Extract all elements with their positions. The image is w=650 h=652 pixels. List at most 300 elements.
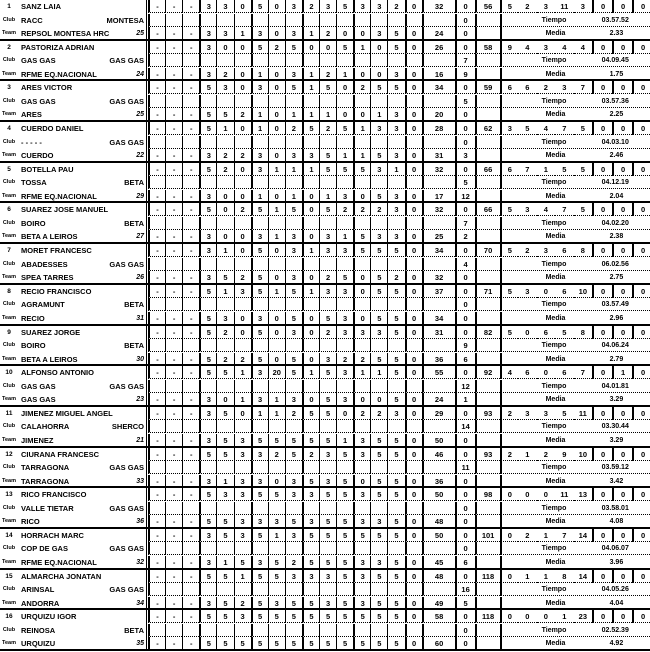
- box-cell: 0: [592, 529, 612, 542]
- score-cell: 1: [336, 149, 353, 162]
- lap1-total: 55: [422, 366, 455, 379]
- score-cell-empty: [319, 339, 336, 352]
- score-cell-empty: [387, 136, 404, 149]
- time-value: 03.30.44: [601, 423, 629, 431]
- score-cell-empty: [251, 502, 268, 515]
- score-cell-empty: [199, 380, 216, 393]
- score-cell-empty: [285, 217, 302, 230]
- score-cell: 0: [302, 326, 319, 339]
- stat-count: 1: [537, 163, 556, 176]
- rider-number: 27: [136, 233, 144, 241]
- rider-number: 32: [136, 558, 144, 566]
- score-cell-empty: [336, 176, 353, 189]
- rider-team: RFME EQ.NACIONAL: [21, 69, 97, 79]
- lap2-scores: [0, 190, 650, 203]
- score-cell: 3: [285, 27, 302, 40]
- time-cell: [500, 339, 650, 352]
- score-cell-empty: [387, 624, 404, 637]
- score-cell-empty: [336, 298, 353, 311]
- grand-empty: [475, 95, 500, 108]
- score-cell: 1: [336, 230, 353, 243]
- score-cell: 1: [319, 108, 336, 121]
- lap1-scores: [0, 285, 650, 298]
- score-cell-empty: [216, 176, 233, 189]
- time-line: [0, 502, 650, 515]
- score-cell-empty: [285, 380, 302, 393]
- club-label: Club: [2, 219, 16, 226]
- score-cell: 5: [251, 41, 268, 54]
- club-label: Club: [2, 545, 16, 552]
- team-label: Team: [2, 355, 16, 362]
- score-cell: 0: [405, 570, 422, 583]
- score-cell: 3: [251, 230, 268, 243]
- score-cell-empty: [336, 420, 353, 433]
- score-cell: -: [148, 597, 165, 610]
- score-cell: 0: [353, 475, 370, 488]
- lap2-total: 16: [422, 68, 455, 81]
- stat-count: 5: [555, 326, 574, 339]
- penalty-cell: 0: [455, 298, 475, 311]
- penalty-cell: 7: [455, 217, 475, 230]
- penalty-cell: 0: [455, 163, 475, 176]
- score-cell: -: [165, 190, 182, 203]
- score-cell: -: [165, 637, 182, 650]
- score-cell: 2: [216, 163, 233, 176]
- score-cell: -: [148, 326, 165, 339]
- score-cell: -: [182, 407, 199, 420]
- time-line: [0, 136, 650, 149]
- score-cell: -: [182, 203, 199, 216]
- box-cell: 0: [632, 610, 650, 623]
- rider-position: 13: [5, 491, 13, 499]
- score-cell-empty: [285, 461, 302, 474]
- score-cell: 0: [234, 163, 251, 176]
- score-cell-empty: [148, 176, 165, 189]
- score-cell-empty: [251, 461, 268, 474]
- score-cell: 0: [353, 393, 370, 406]
- score-cell-empty: [251, 95, 268, 108]
- penalty-cell: 12: [455, 380, 475, 393]
- avg-value: 3.96: [609, 558, 624, 566]
- score-cell: 5: [216, 597, 233, 610]
- score-cell: -: [165, 203, 182, 216]
- score-cell-empty: [216, 380, 233, 393]
- score-cell-empty: [148, 461, 165, 474]
- lap1-scores: [0, 570, 650, 583]
- stat-count: 6: [500, 163, 519, 176]
- score-cell: 0: [353, 108, 370, 121]
- score-cell: 0: [302, 190, 319, 203]
- grand-empty: [475, 380, 500, 393]
- score-cell-empty: [285, 54, 302, 67]
- rider-brand: GAS GAS: [109, 96, 144, 106]
- score-cell: 3: [234, 285, 251, 298]
- score-cell: 3: [285, 529, 302, 542]
- avg-label: Media: [545, 152, 566, 160]
- score-cell-empty: [370, 298, 387, 311]
- lap2-scores: [0, 149, 650, 162]
- rider-position: 10: [5, 369, 13, 377]
- score-cell-empty: [302, 14, 319, 27]
- penalty-cell: 0: [455, 434, 475, 447]
- score-cell: -: [148, 529, 165, 542]
- stat-count: 5: [500, 244, 519, 257]
- score-cell-empty: [182, 14, 199, 27]
- rider-number: 30: [136, 355, 144, 363]
- score-cell: 3: [319, 597, 336, 610]
- score-cell: 1: [268, 163, 285, 176]
- box-cell: 0: [612, 448, 632, 461]
- score-cell: 5: [387, 244, 404, 257]
- penalty-cell: 0: [455, 326, 475, 339]
- score-cell-empty: [387, 95, 404, 108]
- time-line: [0, 217, 650, 230]
- rider-brand: MONTESA: [106, 15, 144, 25]
- score-cell-empty: [319, 54, 336, 67]
- score-cell: 0: [268, 81, 285, 94]
- score-cell-empty: [234, 176, 251, 189]
- box-cell: 0: [632, 41, 650, 54]
- score-cell: -: [148, 570, 165, 583]
- score-cell: 3: [336, 326, 353, 339]
- score-cell-empty: [165, 542, 182, 555]
- score-cell-empty: [353, 136, 370, 149]
- score-cell: 1: [216, 122, 233, 135]
- rider-number: 36: [136, 518, 144, 526]
- score-cell: 5: [302, 475, 319, 488]
- score-cell: -: [182, 68, 199, 81]
- score-cell: 1: [302, 27, 319, 40]
- lap1-total: 34: [422, 81, 455, 94]
- grand-total: 71: [475, 285, 500, 298]
- score-cell-empty: [182, 380, 199, 393]
- lap2-total: 31: [422, 149, 455, 162]
- lap2-total: 60: [422, 637, 455, 650]
- grand-empty: [475, 637, 500, 650]
- score-cell-empty: [234, 14, 251, 27]
- penalty-cell: 0: [455, 488, 475, 501]
- stat-count: 3: [574, 0, 593, 13]
- score-cell-empty: [165, 14, 182, 27]
- score-cell: 3: [251, 393, 268, 406]
- score-cell: -: [165, 41, 182, 54]
- score-cell: 5: [268, 570, 285, 583]
- score-cell: 2: [216, 68, 233, 81]
- penalty-cell: 0: [455, 285, 475, 298]
- score-cell-empty: [234, 380, 251, 393]
- score-cell: 3: [319, 570, 336, 583]
- score-cell: 5: [285, 81, 302, 94]
- grand-total: 118: [475, 610, 500, 623]
- rider-name: ARES VICTOR: [21, 83, 73, 93]
- grand-empty: [475, 136, 500, 149]
- stat-count: 7: [555, 122, 574, 135]
- score-cell: 5: [319, 149, 336, 162]
- score-cell-empty: [405, 542, 422, 555]
- score-cell: 0: [336, 27, 353, 40]
- penalty-cell: 9: [455, 339, 475, 352]
- time-cell: [500, 95, 650, 108]
- score-cell: 5: [251, 434, 268, 447]
- score-cell: -: [165, 488, 182, 501]
- score-cell: 5: [336, 122, 353, 135]
- score-cell: 5: [370, 353, 387, 366]
- stat-count: 2: [537, 448, 556, 461]
- score-cell: 3: [268, 515, 285, 528]
- penalty-cell: 0: [455, 407, 475, 420]
- score-cell: 5: [285, 285, 302, 298]
- score-cell: 5: [251, 244, 268, 257]
- penalty-cell: 0: [455, 448, 475, 461]
- score-cell: -: [148, 285, 165, 298]
- team-label: Team: [2, 274, 16, 281]
- score-cell-empty: [285, 502, 302, 515]
- penalty-cell: 1: [455, 393, 475, 406]
- score-cell-empty: [370, 258, 387, 271]
- rider-club: GAS GAS: [21, 56, 56, 66]
- score-cell: 5: [319, 637, 336, 650]
- score-cell: 3: [199, 597, 216, 610]
- score-cell: 1: [285, 190, 302, 203]
- grand-empty: [475, 312, 500, 325]
- score-cell: 5: [251, 570, 268, 583]
- score-cell-empty: [268, 624, 285, 637]
- score-cell: -: [165, 529, 182, 542]
- score-cell: 3: [336, 190, 353, 203]
- rider-row: [0, 366, 650, 407]
- score-cell-empty: [199, 258, 216, 271]
- rider-number: 33: [136, 477, 144, 485]
- stat-count: 1: [537, 570, 556, 583]
- penalty-cell: 0: [455, 122, 475, 135]
- score-cell: 0: [268, 27, 285, 40]
- score-cell: 1: [268, 407, 285, 420]
- score-cell: 3: [336, 285, 353, 298]
- club-label: Club: [2, 464, 16, 471]
- score-cell: -: [148, 556, 165, 569]
- score-cell: 5: [336, 610, 353, 623]
- score-cell-empty: [370, 583, 387, 596]
- rider-brand: BETA: [124, 218, 144, 228]
- score-cell: -: [165, 271, 182, 284]
- score-cell: 5: [268, 556, 285, 569]
- score-cell: -: [148, 203, 165, 216]
- rider-name: RECIO FRANCISCO: [21, 286, 92, 296]
- score-cell-empty: [165, 339, 182, 352]
- score-cell: -: [165, 610, 182, 623]
- stat-count: 0: [537, 610, 556, 623]
- avg-cell: [500, 149, 650, 162]
- score-cell: 3: [353, 434, 370, 447]
- score-cell-empty: [148, 298, 165, 311]
- penalty-cell: 4: [455, 258, 475, 271]
- avg-value: 2.38: [609, 233, 624, 241]
- time-value: 04.03.10: [601, 138, 629, 146]
- score-cell-empty: [182, 461, 199, 474]
- score-cell: 5: [387, 488, 404, 501]
- box-cell: 0: [612, 529, 632, 542]
- score-cell: 1: [302, 81, 319, 94]
- score-cell: -: [182, 353, 199, 366]
- time-value: 02.52.39: [601, 626, 629, 634]
- score-cell: -: [182, 434, 199, 447]
- avg-value: 2.25: [609, 111, 624, 119]
- score-cell: 2: [216, 353, 233, 366]
- penalty-cell: 12: [455, 190, 475, 203]
- score-cell: 0: [216, 230, 233, 243]
- score-cell: 5: [302, 597, 319, 610]
- stat-count: 5: [500, 285, 519, 298]
- score-cell: 3: [302, 515, 319, 528]
- avg-cell: [500, 597, 650, 610]
- score-cell-empty: [182, 217, 199, 230]
- lap2-scores: [0, 515, 650, 528]
- stat-count: 0: [500, 610, 519, 623]
- score-cell-empty: [387, 339, 404, 352]
- rider-row: [0, 41, 650, 82]
- rider-team: SPEA TARRES: [21, 273, 74, 283]
- club-label: Club: [2, 97, 16, 104]
- score-cell-empty: [285, 136, 302, 149]
- score-cell: 3: [199, 244, 216, 257]
- lap1-scores: [0, 244, 650, 257]
- score-cell: 0: [268, 149, 285, 162]
- score-cell: 3: [199, 68, 216, 81]
- box-cell: 0: [612, 570, 632, 583]
- lap1-total: 31: [422, 326, 455, 339]
- stat-count: 3: [537, 407, 556, 420]
- score-cell-empty: [165, 583, 182, 596]
- score-cell-empty: [285, 14, 302, 27]
- penalty-cell: 6: [455, 353, 475, 366]
- score-cell-empty: [319, 502, 336, 515]
- score-cell-empty: [387, 542, 404, 555]
- score-cell: 2: [216, 149, 233, 162]
- score-cell: 1: [251, 190, 268, 203]
- score-cell-empty: [251, 136, 268, 149]
- score-cell-empty: [405, 339, 422, 352]
- score-cell: -: [165, 434, 182, 447]
- score-cell: 2: [353, 203, 370, 216]
- score-cell: 0: [336, 108, 353, 121]
- score-cell: 1: [268, 393, 285, 406]
- score-cell-empty: [319, 461, 336, 474]
- score-cell: 5: [336, 556, 353, 569]
- stat-count: 2: [518, 529, 537, 542]
- team-label: Team: [2, 396, 16, 403]
- score-cell: 1: [234, 366, 251, 379]
- club-label: Club: [2, 138, 16, 145]
- avg-cell: [500, 230, 650, 243]
- score-cell: 3: [353, 597, 370, 610]
- score-cell: 5: [199, 353, 216, 366]
- score-cell: 3: [387, 108, 404, 121]
- score-cell: 5: [285, 203, 302, 216]
- lap2-scores: [0, 434, 650, 447]
- box-cell: 0: [592, 285, 612, 298]
- score-cell: 1: [216, 556, 233, 569]
- score-cell: 5: [251, 326, 268, 339]
- stat-count: 3: [537, 244, 556, 257]
- score-cell: 3: [216, 27, 233, 40]
- score-cell: 0: [405, 610, 422, 623]
- time-line: [0, 542, 650, 555]
- rider-number: 31: [136, 314, 144, 322]
- score-cell: 3: [216, 0, 233, 13]
- score-cell-empty: [251, 624, 268, 637]
- score-cell: 5: [199, 163, 216, 176]
- score-cell: 2: [234, 271, 251, 284]
- score-cell-empty: [199, 54, 216, 67]
- lap1-total: 32: [422, 203, 455, 216]
- stat-count: 6: [500, 81, 519, 94]
- stat-count: 0: [518, 610, 537, 623]
- lap2-total: 45: [422, 556, 455, 569]
- penalty-cell: 11: [455, 461, 475, 474]
- time-cell: [500, 176, 650, 189]
- rider-club: AGRAMUNT: [21, 300, 65, 310]
- score-cell: 5: [387, 637, 404, 650]
- rider-row: [0, 244, 650, 285]
- rider-row: [0, 570, 650, 611]
- score-cell-empty: [285, 624, 302, 637]
- rider-position: 8: [7, 287, 11, 295]
- avg-label: Media: [545, 396, 566, 404]
- score-cell: 5: [353, 163, 370, 176]
- score-cell-empty: [234, 136, 251, 149]
- grand-empty: [475, 258, 500, 271]
- score-cell: 5: [319, 434, 336, 447]
- score-cell-empty: [336, 502, 353, 515]
- stat-count: 5: [574, 122, 593, 135]
- lap2-scores: [0, 27, 650, 40]
- score-cell: -: [165, 163, 182, 176]
- team-label: Team: [2, 152, 16, 159]
- score-cell: -: [148, 434, 165, 447]
- score-cell: -: [182, 366, 199, 379]
- score-cell-empty: [148, 583, 165, 596]
- score-cell-empty: [148, 95, 165, 108]
- score-cell: 2: [302, 0, 319, 13]
- score-cell: 0: [234, 407, 251, 420]
- time-cell: [500, 136, 650, 149]
- score-cell: 5: [216, 570, 233, 583]
- grand-total: 82: [475, 326, 500, 339]
- box-cell: 0: [632, 163, 650, 176]
- score-cell: 5: [319, 366, 336, 379]
- stat-count: 7: [574, 81, 593, 94]
- score-cell: 5: [216, 366, 233, 379]
- time-cell: [500, 542, 650, 555]
- box-cell: 0: [592, 407, 612, 420]
- score-cell-empty: [285, 298, 302, 311]
- grand-empty: [475, 420, 500, 433]
- score-cell: 5: [370, 637, 387, 650]
- score-cell: 5: [199, 448, 216, 461]
- club-label: Club: [2, 382, 16, 389]
- penalty-cell: 0: [455, 203, 475, 216]
- score-cell-empty: [199, 502, 216, 515]
- time-value: 03.57.52: [601, 16, 629, 24]
- score-cell-empty: [165, 380, 182, 393]
- score-cell: 3: [370, 326, 387, 339]
- time-label: Tiempo: [541, 586, 567, 594]
- total-empty: [422, 217, 455, 230]
- club-label: Club: [2, 301, 16, 308]
- avg-cell: [500, 475, 650, 488]
- score-cell: 1: [216, 475, 233, 488]
- rider-name: RICO FRANCISCO: [21, 490, 87, 500]
